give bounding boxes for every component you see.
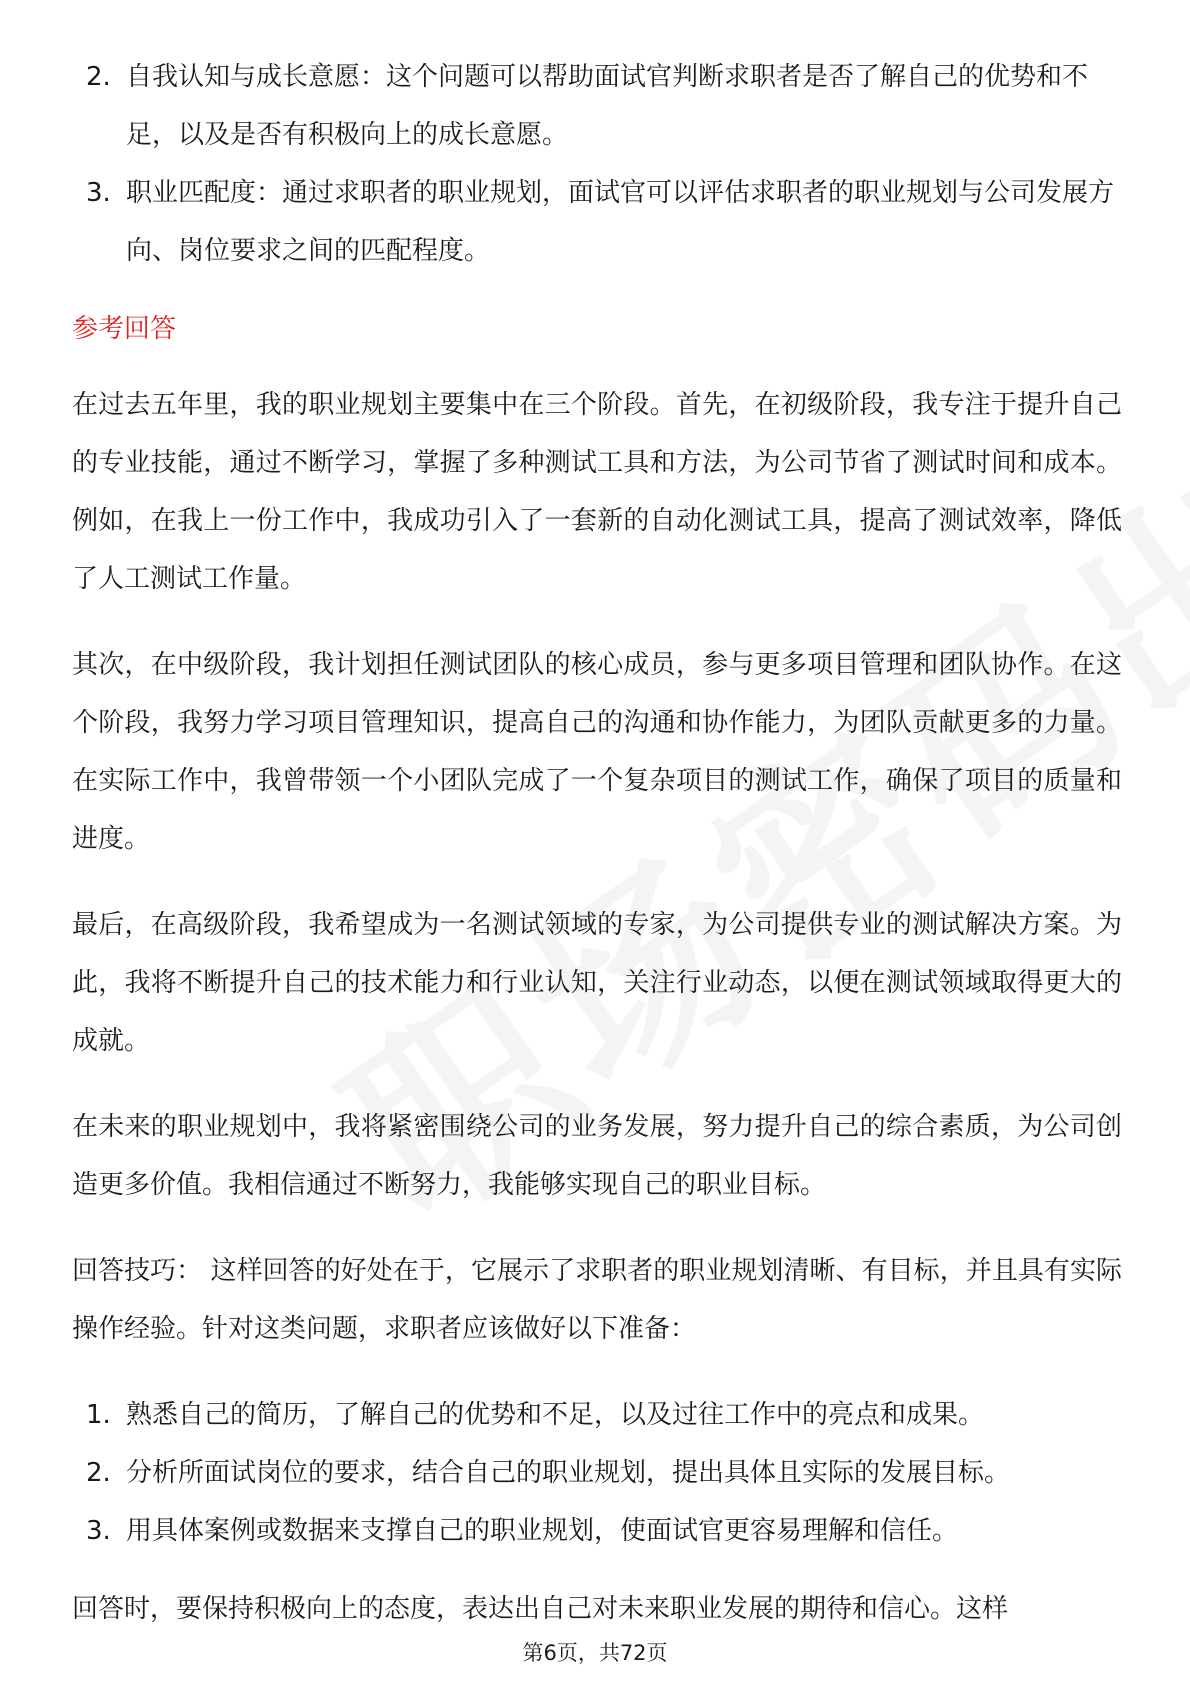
list-item [72, 48, 1122, 164]
criteria-list [72, 48, 1122, 280]
list-item [72, 1444, 1122, 1502]
list-item-number: 2. [86, 1458, 111, 1488]
paragraph: 在过去五年里，我的职业规划主要集中在三个阶段。首先，在初级阶段，我专注于提升自己的专业技能，通过不断学习，掌握了多种测试工具和方法，为公司节省了测试时间和成本。例如，在我上一份工作中，我成功引入了一套新的自动化测试工具，提高了测试效率，降低了人工测试工作量。 [72, 390, 1122, 594]
list-item [72, 1386, 1122, 1444]
list-item [72, 164, 1122, 280]
paragraph: 在未来的职业规划中，我将紧密围绕公司的业务发展，努力提升自己的综合素质，为公司创造更多价值。我相信通过不断努力，我能够实现自己的职业目标。 [72, 1112, 1122, 1200]
tips-list [72, 1386, 1122, 1560]
page-content [72, 48, 1122, 1666]
closing-paragraph: 回答时，要保持积极向上的态度，表达出自己对未来职业发展的期待和信心。这样 [72, 1594, 1009, 1624]
page-number-footer: 第6页，共72页 [522, 1641, 668, 1665]
list-item-text: 熟悉自己的简历，了解自己的优势和不足，以及过往工作中的亮点和成果。 [126, 1400, 985, 1430]
list-item-text: 用具体案例或数据来支撑自己的职业规划，使面试官更容易理解和信任。 [126, 1516, 959, 1546]
answer-tips-paragraph: 回答技巧： 这样回答的好处在于，它展示了求职者的职业规划清晰、有目标，并且具有实际操作经验。针对这类问题，求职者应该做好以下准备： [72, 1256, 1122, 1344]
list-item-number: 3. [86, 1516, 111, 1546]
list-item-text: 分析所面试岗位的要求，结合自己的职业规划，提出具体且实际的发展目标。 [126, 1458, 1011, 1488]
list-item-number: 2. [86, 62, 111, 92]
paragraph: 最后，在高级阶段，我希望成为一名测试领域的专家，为公司提供专业的测试解决方案。为此，我将不断提升自己的技术能力和行业认知，关注行业动态，以便在测试领域取得更大的成就。 [72, 910, 1122, 1056]
paragraph: 其次，在中级阶段，我计划担任测试团队的核心成员，参与更多项目管理和团队协作。在这个阶段，我努力学习项目管理知识，提高自己的沟通和协作能力，为团队贡献更多的力量。在实际工作中，我曾带领一个小团队完成了一个复杂项目的测试工作，确保了项目的质量和进度。 [72, 650, 1122, 854]
list-item-text: 职业匹配度：通过求职者的职业规划，面试官可以评估求职者的职业规划与公司发展方向、岗位要求之间的匹配程度。 [126, 178, 1115, 266]
list-item-number: 1. [86, 1400, 111, 1430]
reference-answer-heading: 参考回答 [72, 314, 177, 344]
list-item [72, 1502, 1122, 1560]
list-item-number: 3. [86, 178, 111, 208]
list-item-text: 自我认知与成长意愿：这个问题可以帮助面试官判断求职者是否了解自己的优势和不足，以及是否有积极向上的成长意愿。 [126, 62, 1089, 150]
